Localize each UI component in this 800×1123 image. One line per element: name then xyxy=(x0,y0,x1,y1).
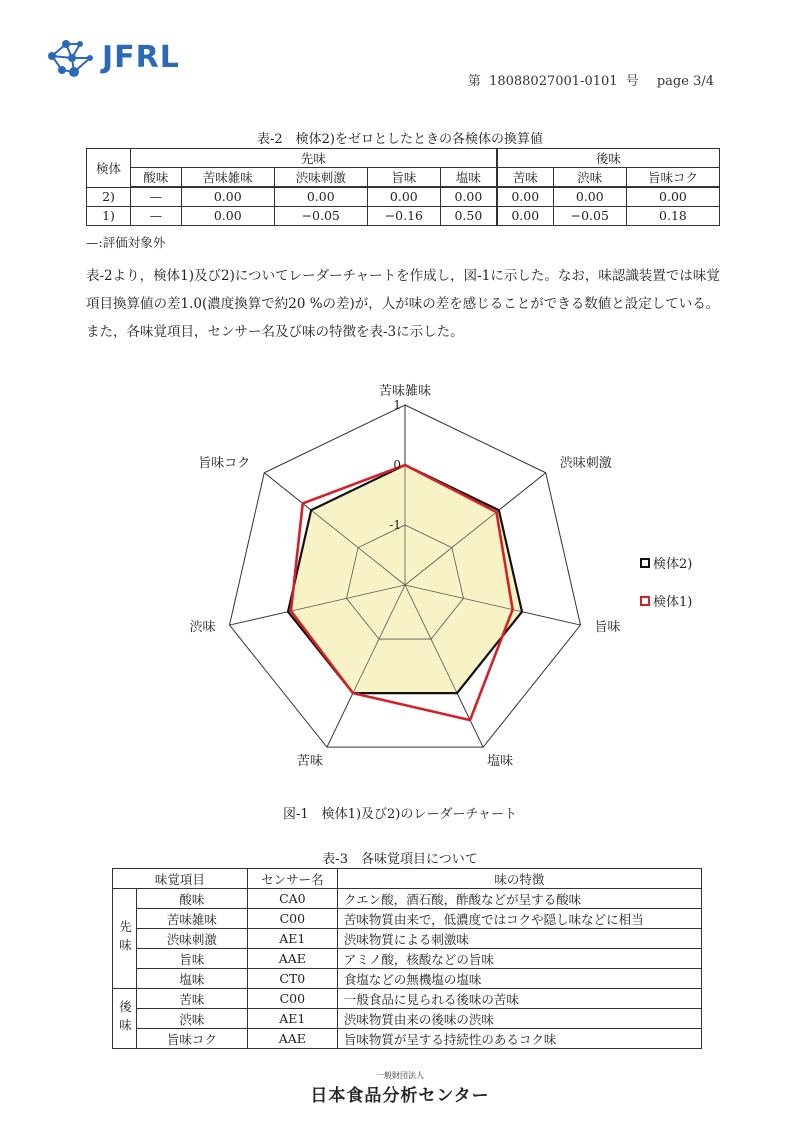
col-header: 渋味刺激 xyxy=(274,168,367,188)
item-cell: 塩味 xyxy=(137,969,248,989)
value-cell: 0.00 xyxy=(181,206,274,225)
tick-label: -1 xyxy=(389,518,401,532)
taste-items-table xyxy=(112,868,702,1049)
radar-chart xyxy=(180,380,740,790)
conversion-table xyxy=(86,148,720,226)
legend-marker xyxy=(641,559,649,567)
col-header: センサー名 xyxy=(247,869,337,889)
value-cell: 0.00 xyxy=(274,187,367,206)
item-cell: 酸味 xyxy=(137,889,248,909)
table-row xyxy=(113,909,702,929)
sensor-cell: C00 xyxy=(247,909,337,929)
col-header: 酸味 xyxy=(131,168,182,188)
footer xyxy=(0,1070,800,1106)
item-cell: 苦味 xyxy=(137,989,248,1009)
legend-label: 検体1) xyxy=(653,595,693,610)
table-row xyxy=(113,1009,702,1029)
sample-cell: 1) xyxy=(87,206,131,225)
table2-caption: 表-2 検体2)をゼロとしたときの各検体の換算値 xyxy=(256,132,543,147)
value-cell: −0.16 xyxy=(367,206,440,225)
jfrl-logo xyxy=(44,36,204,82)
axis-label: 渋味刺激 xyxy=(559,455,612,471)
value-cell: 0.00 xyxy=(626,187,719,206)
col-header: 味の特徴 xyxy=(337,869,701,889)
item-cell: 旨味コク xyxy=(137,1029,248,1049)
value-cell: 0.00 xyxy=(553,187,626,206)
value-cell: −0.05 xyxy=(553,206,626,225)
item-cell: 旨味 xyxy=(137,949,248,969)
sensor-cell: AAE xyxy=(247,949,337,969)
legend-marker xyxy=(641,597,649,605)
table-row xyxy=(113,989,702,1009)
desc-cell: アミノ酸，核酸などの旨味 xyxy=(337,949,701,969)
desc-cell: 渋味物質由来の後味の渋味 xyxy=(337,1009,701,1029)
table-row xyxy=(113,889,702,909)
table-row xyxy=(113,969,702,989)
sensor-cell: AE1 xyxy=(247,1009,337,1029)
body-paragraph: 表-2より，検体1)及び2)についてレーダーチャートを作成し，図-1に示した。なお，味認識装置では味覚項目換算値の差1.0(濃度換算で約20 %の差)が，人が味の差を感じることができる数値と設定している。また，各味覚項目，センサー名及び味の特徴を表-3に示した。 xyxy=(86,268,720,340)
table-row xyxy=(113,949,702,969)
axis-label: 旨味 xyxy=(594,620,621,636)
group-header-after: 後味 xyxy=(497,149,720,168)
sensor-cell: CT0 xyxy=(247,969,337,989)
group-header-first: 先味 xyxy=(131,149,497,168)
report-number xyxy=(464,70,714,89)
group-label-after: 後味 xyxy=(113,989,137,1049)
table-row xyxy=(87,206,720,225)
value-cell: −0.05 xyxy=(274,206,367,225)
report-suffix: 号 xyxy=(625,74,639,89)
network-logo-icon xyxy=(44,36,104,82)
table-row xyxy=(87,187,720,206)
row-header: 検体 xyxy=(87,149,131,188)
axis-label: 苦味 xyxy=(296,754,323,770)
sensor-cell: AAE xyxy=(247,1029,337,1049)
value-cell: 0.00 xyxy=(497,187,553,206)
table-note: —:評価対象外 xyxy=(86,235,166,250)
desc-cell: 旨味物質が呈する持続性のあるコク味 xyxy=(337,1029,701,1049)
org-name: 日本食品分析センター xyxy=(310,1086,490,1106)
value-cell: 0.00 xyxy=(440,187,496,206)
org-type: 一般財団法人 xyxy=(376,1071,424,1080)
value-cell: 0.00 xyxy=(181,187,274,206)
col-header: 味覚項目 xyxy=(113,869,248,889)
desc-cell: 一般食品に見られる後味の苦味 xyxy=(337,989,701,1009)
col-header: 苦味 xyxy=(497,168,553,188)
col-header: 苦味雑味 xyxy=(181,168,274,188)
item-cell: 苦味雑味 xyxy=(137,909,248,929)
group-label-first: 先味 xyxy=(113,889,137,989)
logo-text: JFRL xyxy=(102,40,180,75)
figure-caption: 図-1 検体1)及び2)のレーダーチャート xyxy=(283,807,517,822)
item-cell: 渋味 xyxy=(137,1009,248,1029)
col-header: 旨味 xyxy=(367,168,440,188)
axis-label: 苦味雑味 xyxy=(378,384,432,399)
value-cell: 0.18 xyxy=(626,206,719,225)
value-cell: 0.50 xyxy=(440,206,496,225)
table3-caption: 表-3 各味覚項目について xyxy=(322,852,478,867)
value-cell: 0.00 xyxy=(497,206,553,225)
col-header: 渋味 xyxy=(553,168,626,188)
table-row xyxy=(113,1029,702,1049)
tick-label: 1 xyxy=(393,398,401,412)
axis-label: 塩味 xyxy=(487,754,514,770)
sensor-cell: CA0 xyxy=(247,889,337,909)
desc-cell: クエン酸，酒石酸，酢酸などが呈する酸味 xyxy=(337,889,701,909)
legend-label: 検体2) xyxy=(653,557,693,572)
sample-cell: 2) xyxy=(87,187,131,206)
axis-label: 旨味コク xyxy=(198,455,251,471)
col-header: 塩味 xyxy=(440,168,496,188)
desc-cell: 渋味物質による刺激味 xyxy=(337,929,701,949)
report-label: 第 xyxy=(467,74,481,89)
axis-label: 渋味 xyxy=(189,620,216,636)
report-no: 18088027001-0101 xyxy=(489,74,618,89)
sensor-cell: C00 xyxy=(247,989,337,1009)
sensor-cell: AE1 xyxy=(247,929,337,949)
desc-cell: 食塩などの無機塩の塩味 xyxy=(337,969,701,989)
item-cell: 渋味刺激 xyxy=(137,929,248,949)
value-cell: — xyxy=(131,206,182,225)
value-cell: 0.00 xyxy=(367,187,440,206)
tick-label: 0 xyxy=(393,458,401,472)
page-indicator: page 3/4 xyxy=(656,74,714,89)
value-cell: — xyxy=(131,187,182,206)
table-row xyxy=(113,929,702,949)
col-header: 旨味コク xyxy=(626,168,719,188)
desc-cell: 苦味物質由来で，低濃度ではコクや隠し味などに相当 xyxy=(337,909,701,929)
